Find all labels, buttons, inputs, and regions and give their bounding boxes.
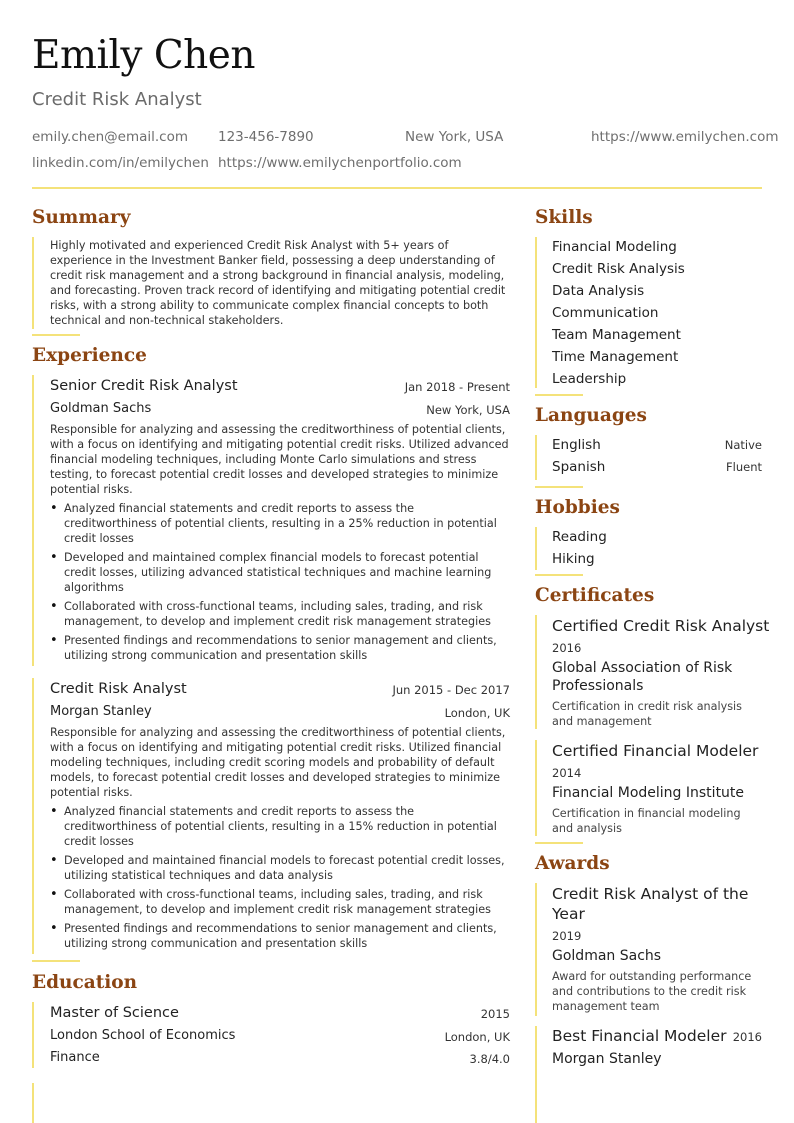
skills-bar xyxy=(535,237,537,388)
languages-underline xyxy=(535,486,583,488)
award-year: 2019 xyxy=(552,929,582,943)
language-name: Spanish xyxy=(552,459,606,475)
award-title: Best Financial Modeler xyxy=(552,1027,727,1045)
language-level: Fluent xyxy=(726,460,762,474)
job-title: Senior Credit Risk Analyst xyxy=(50,378,238,394)
education-school: London School of Economics xyxy=(50,1028,236,1043)
job-title: Credit Risk Analyst xyxy=(50,681,187,697)
email-link[interactable]: emily.chen@email.com xyxy=(32,129,189,145)
skill-item: Leadership xyxy=(552,371,627,387)
job-location: London, UK xyxy=(444,706,510,720)
award-org: Morgan Stanley xyxy=(552,1051,662,1067)
job-description: Responsible for analyzing and assessing the creditworthiness of potential clients, with a focus on identifying and mitigating potential credit risks. Utilized advanced financial modeling techniques, including Monte Carlo simulations and stress testing, to forecast potential credit losses and developed strategies to minimize potential risks. xyxy=(50,423,509,496)
job-bullet: • Analyzed financial statements and credit reports to assess the creditworthiness of potential clients, resulting in a 25% reduction in potential credit losses xyxy=(64,501,504,546)
hobbies-underline xyxy=(535,574,583,576)
job-bullet: • Collaborated with cross-functional teams, including sales, trading, and risk management, to develop and implement credit risk management strategies xyxy=(64,599,504,629)
education-bar xyxy=(32,1002,34,1068)
award-description: Award for outstanding performance and contributions to the credit risk management team xyxy=(552,970,752,1013)
job-bullet: • Analyzed financial statements and credit reports to assess the creditworthiness of potential clients, resulting in a 15% reduction in potential credit losses xyxy=(64,804,504,849)
experience-underline xyxy=(32,960,80,962)
skill-item: Communication xyxy=(552,305,659,321)
job-dates: Jan 2018 - Present xyxy=(404,380,510,394)
linkedin-link[interactable]: linkedin.com/in/emilychen xyxy=(32,155,209,171)
portfolio-link[interactable]: https://www.emilychenportfolio.com xyxy=(218,155,462,171)
awards-heading: Awards xyxy=(535,853,610,874)
languages-heading: Languages xyxy=(535,405,647,426)
summary-underline xyxy=(32,334,80,336)
job-description: Responsible for analyzing and assessing the creditworthiness of potential clients, with a focus on identifying and mitigating potential credit risks. Utilized financial modeling techniques, including credit scoring models and probability of default models, to forecast potential credit losses and developed strategies to minimize potential risks. xyxy=(50,726,506,799)
certificate-title: Certified Financial Modeler xyxy=(552,742,759,760)
skill-item: Data Analysis xyxy=(552,283,645,299)
certificate-title: Certified Credit Risk Analyst xyxy=(552,617,770,635)
summary-heading: Summary xyxy=(32,207,131,228)
job-bullet: • Presented findings and recommendations to senior management and clients, utilizing strong communication and presentation skills xyxy=(64,921,504,951)
job-bullet: • Developed and maintained financial models to forecast potential credit losses, utilizing statistical techniques and data analysis xyxy=(64,853,510,883)
hobby-item: Reading xyxy=(552,529,607,545)
job-bullet: • Presented findings and recommendations to senior management and clients, utilizing strong communication and presentation skills xyxy=(64,633,504,663)
job-company: Morgan Stanley xyxy=(50,704,152,719)
education-heading: Education xyxy=(32,972,138,993)
language-level: Native xyxy=(724,438,762,452)
skill-item: Time Management xyxy=(552,349,679,365)
education-location: London, UK xyxy=(444,1030,510,1044)
award-org: Goldman Sachs xyxy=(552,948,662,964)
certificate-org: Global Association of Risk Professionals xyxy=(552,660,733,694)
header-divider xyxy=(32,187,762,189)
certificate-description: Certification in financial modeling and analysis xyxy=(552,807,741,835)
experience-heading: Experience xyxy=(32,345,147,366)
skills-underline xyxy=(535,394,583,396)
skills-heading: Skills xyxy=(535,207,593,228)
skill-item: Credit Risk Analysis xyxy=(552,261,685,277)
certificate-bar xyxy=(535,740,537,836)
certificate-year: 2016 xyxy=(552,641,582,655)
award-bar xyxy=(535,1026,537,1123)
candidate-name: Emily Chen xyxy=(32,33,255,78)
location-text: New York, USA xyxy=(405,129,504,145)
hobbies-bar xyxy=(535,527,537,570)
certificates-heading: Certificates xyxy=(535,585,655,606)
skill-item: Team Management xyxy=(552,327,681,343)
language-name: English xyxy=(552,437,601,453)
hobbies-heading: Hobbies xyxy=(535,497,620,518)
job-bar xyxy=(32,375,34,666)
job-bar xyxy=(32,678,34,954)
job-location: New York, USA xyxy=(426,403,510,417)
phone-text: 123-456-7890 xyxy=(218,129,314,145)
education-bar-continued xyxy=(32,1083,34,1123)
summary-text: Highly motivated and experienced Credit Risk Analyst with 5+ years of experience in the Investment Banker field, possessing a deep understanding of credit risk management and a strong background in financial analysis, modeling, and forecasting. Proven track record of identifying and mitigating potential credit risks, with a strong ability to communicate complex financial concepts to both technical and non-technical stakeholders. xyxy=(50,239,506,327)
job-company: Goldman Sachs xyxy=(50,401,152,416)
education-field: Finance xyxy=(50,1050,100,1065)
award-bar xyxy=(535,883,537,1016)
summary-bar xyxy=(32,237,34,329)
award-year: 2016 xyxy=(732,1030,762,1044)
hobby-item: Hiking xyxy=(552,551,595,567)
education-gpa: 3.8/4.0 xyxy=(469,1052,510,1066)
certificate-bar xyxy=(535,615,537,729)
award-title: Credit Risk Analyst of the Year xyxy=(552,885,749,923)
job-bullet: • Collaborated with cross-functional teams, including sales, trading, and risk management, to develop and implement credit risk management strategies xyxy=(64,887,504,917)
website-link[interactable]: https://www.emilychen.com xyxy=(591,129,779,145)
certificate-year: 2014 xyxy=(552,766,582,780)
education-degree: Master of Science xyxy=(50,1005,179,1021)
job-bullet: • Developed and maintained complex financial models to forecast potential credit losses, utilizing advanced statistical techniques and machine learning algorithms xyxy=(64,550,504,595)
job-dates: Jun 2015 - Dec 2017 xyxy=(392,683,510,697)
certificate-org: Financial Modeling Institute xyxy=(552,785,745,801)
certificates-underline xyxy=(535,842,583,844)
languages-bar xyxy=(535,435,537,480)
skill-item: Financial Modeling xyxy=(552,239,677,255)
job-title: Credit Risk Analyst xyxy=(32,89,202,110)
certificate-description: Certification in credit risk analysis and management xyxy=(552,700,742,728)
education-year: 2015 xyxy=(480,1007,510,1021)
